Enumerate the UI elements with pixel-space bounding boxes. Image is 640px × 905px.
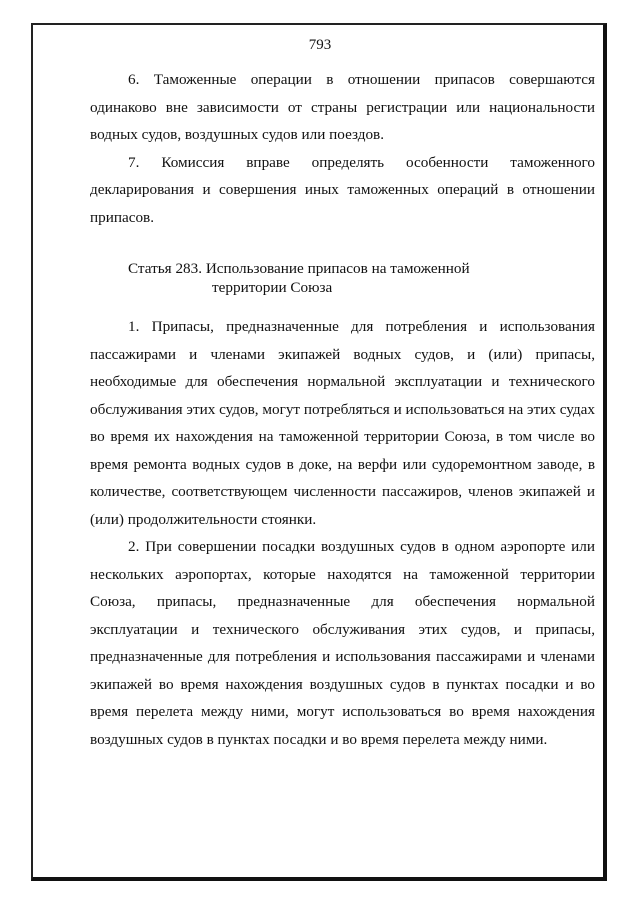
- article-paragraph-2: 2. При совершении посадки воздушных судов в одном аэропорте или нескольких аэропортах, которые находятся на таможенной территории Союза, припасы, предназначенные для обеспечения нормальной эксплуатации и технического обслуживания этих судов, и припасы, предназначенные для потребления и использования пассажирами и членами экипажей во время нахождения воздушных судов в пунктах посадки и во время перелета между ними, могут использоваться во время нахождения воздушных судов в пунктах посадки и во время перелета между ними.: [90, 538, 595, 748]
- paragraph-item-6: 6. Таможенные операции в отношении припасов совершаются одинаково вне зависимости от страны регистрации или национальности водных судов, воздушных судов или поездов.: [90, 71, 595, 143]
- article-title-line2: территории Союза: [212, 279, 333, 296]
- paragraph-item-7: 7. Комиссия вправе определять особенности таможенного декларирования и совершения иных таможенных операций в отношении припасов.: [90, 153, 595, 226]
- document-body: [90, 66, 595, 753]
- article-paragraph-1: 1. Припасы, предназначенные для потребления и использования пассажирами и членами экипажей водных судов, и (или) припасы, необходимые для обеспечения нормальной эксплуатации и технического обслуживания этих судов, могут потребляться и использоваться на этих судах во время их нахождения на таможенной территории Союза, в том числе во время ремонта водных судов в доке, на верфи или судоремонтном заводе, в количестве, соответствующем численности пассажиров, членов экипажей и (или) продолжительности стоянки.: [90, 318, 595, 528]
- article-title-line1: Статья 283. Использование припасов на таможенной: [128, 260, 470, 277]
- article-heading: [128, 259, 595, 297]
- page-number: 793: [308, 37, 332, 53]
